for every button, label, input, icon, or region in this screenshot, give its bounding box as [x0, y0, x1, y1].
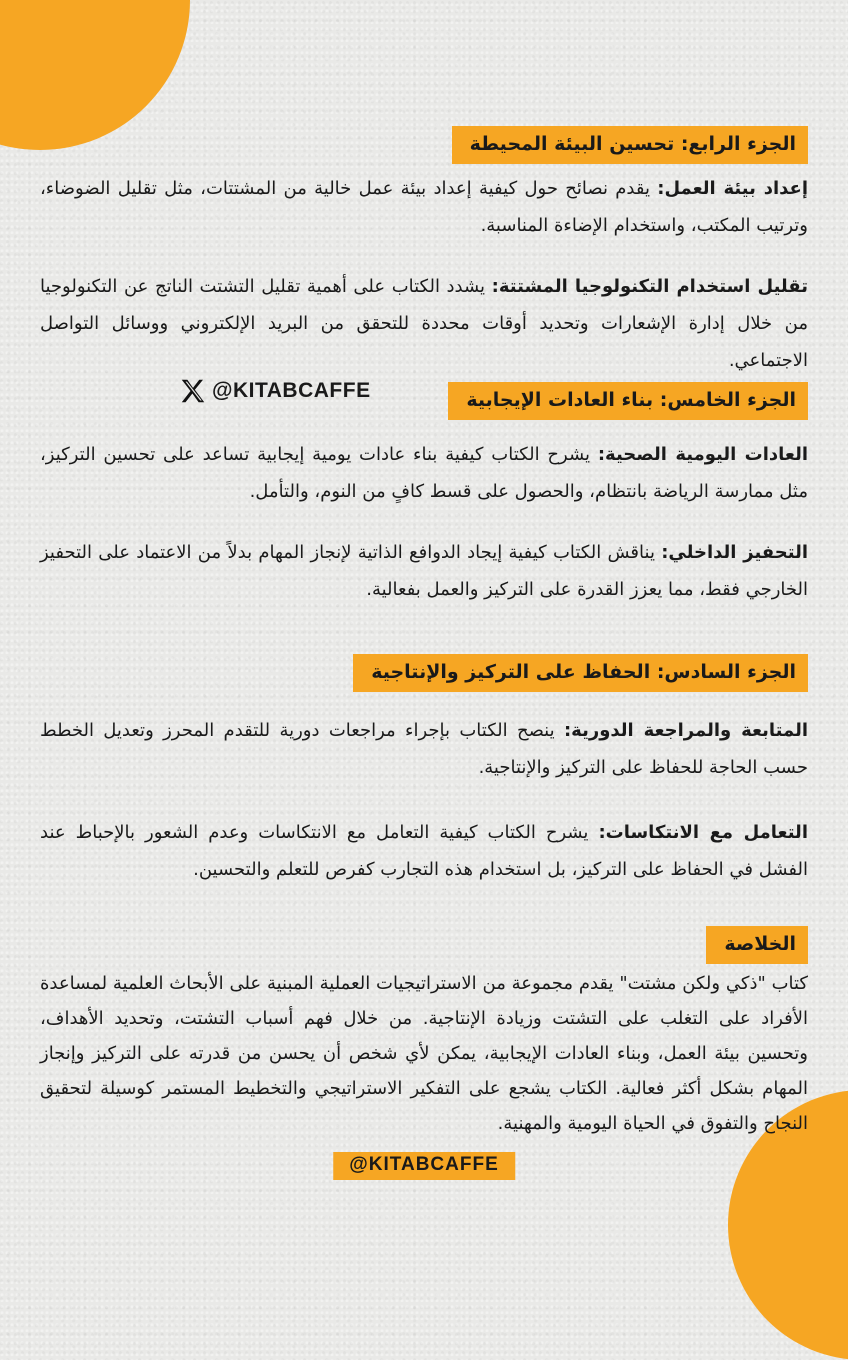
section4-p2-lead: تقليل استخدام التكنولوجيا المشتتة: [491, 276, 808, 297]
conclusion-paragraph: كتاب "ذكي ولكن مشتت" يقدم مجموعة من الاستراتيجيات العملية المبنية على الأبحاث العلمية لمساعدة الأفراد على التغلب على التشتت وزيادة الإنتاجية. من خلال فهم أسباب التشتت، وتحديد الأهداف، وتحسين بيئة العمل، وبناء العادات الإيجابية، يمكن لأي شخص أن يحسن من قدرته على التركيز وإنجاز المهام بشكل أكثر فعالية. الكتاب يشجع على التفكير الاستراتيجي والتخطيط المستمر كوسيلة لتحقيق النجاح والتفوق في الحياة اليومية والمهنية. [40, 973, 808, 1134]
section4-paragraph-1 [40, 170, 808, 244]
section4-p1-body: يقدم نصائح حول كيفية إعداد بيئة عمل خالية من المشتتات، مثل تقليل الضوضاء، وترتيب المكتب، واستخدام الإضاءة المناسبة. [40, 178, 808, 236]
section5-p2-body: يناقش الكتاب كيفية إيجاد الدوافع الذاتية لإنجاز المهام بدلاً من الاعتماد على التحفيز الخارجي فقط، مما يعزز القدرة على التركيز والعمل بفعالية. [40, 542, 808, 600]
x-handle [178, 376, 371, 406]
section4-p2-body: يشدد الكتاب على أهمية تقليل التشتت الناتج عن التكنولوجيا من خلال إدارة الإشعارات وتحديد أوقات محددة للتحقق من البريد الإلكتروني ووسائل التواصل الاجتماعي. [40, 276, 808, 371]
section6-p1-body: ينصح الكتاب بإجراء مراجعات دورية للتقدم المحرز وتعديل الخطط حسب الحاجة للحفاظ على التركيز والإنتاجية. [40, 720, 808, 778]
section6-p1-lead: المتابعة والمراجعة الدورية: [563, 720, 809, 741]
section6-p2-body: يشرح الكتاب كيفية التعامل مع الانتكاسات وعدم الشعور بالإحباط عند الفشل في الحفاظ على التركيز، بل استخدام هذه التجارب كفرص للتعلم والتحسين. [40, 822, 808, 880]
section5-p1-lead: العادات اليومية الصحية: [597, 444, 808, 465]
section6-paragraph-1 [40, 712, 808, 786]
section6-paragraph-2 [40, 814, 808, 888]
section5-paragraph-1 [40, 436, 808, 510]
section6-p2-lead: التعامل مع الانتكاسات: [598, 822, 808, 843]
section6-heading: الجزء السادس: الحفاظ على التركيز والإنتاجية [353, 654, 808, 692]
document-page [40, 0, 808, 1200]
section4-p1-lead: إعداد بيئة العمل: [657, 178, 808, 199]
x-logo-icon [178, 376, 208, 406]
section5-heading: الجزء الخامس: بناء العادات الإيجابية [448, 382, 808, 420]
section4-heading: الجزء الرابع: تحسين البيئة المحيطة [452, 126, 808, 164]
section5-paragraph-2 [40, 534, 808, 608]
conclusion-heading: الخلاصة [706, 926, 808, 964]
section5-p2-lead: التحفيز الداخلي: [661, 542, 808, 563]
x-handle-text: @KITABCAFFE [212, 379, 371, 402]
section4-paragraph-2 [40, 268, 808, 379]
section5-p1-body: يشرح الكتاب كيفية بناء عادات يومية إيجابية تساعد على تحسين التركيز، مثل ممارسة الرياضة بانتظام، والحصول على قسط كافٍ من النوم، والتأمل. [40, 444, 808, 502]
footer-handle: @KITABCAFFE [333, 1152, 515, 1180]
